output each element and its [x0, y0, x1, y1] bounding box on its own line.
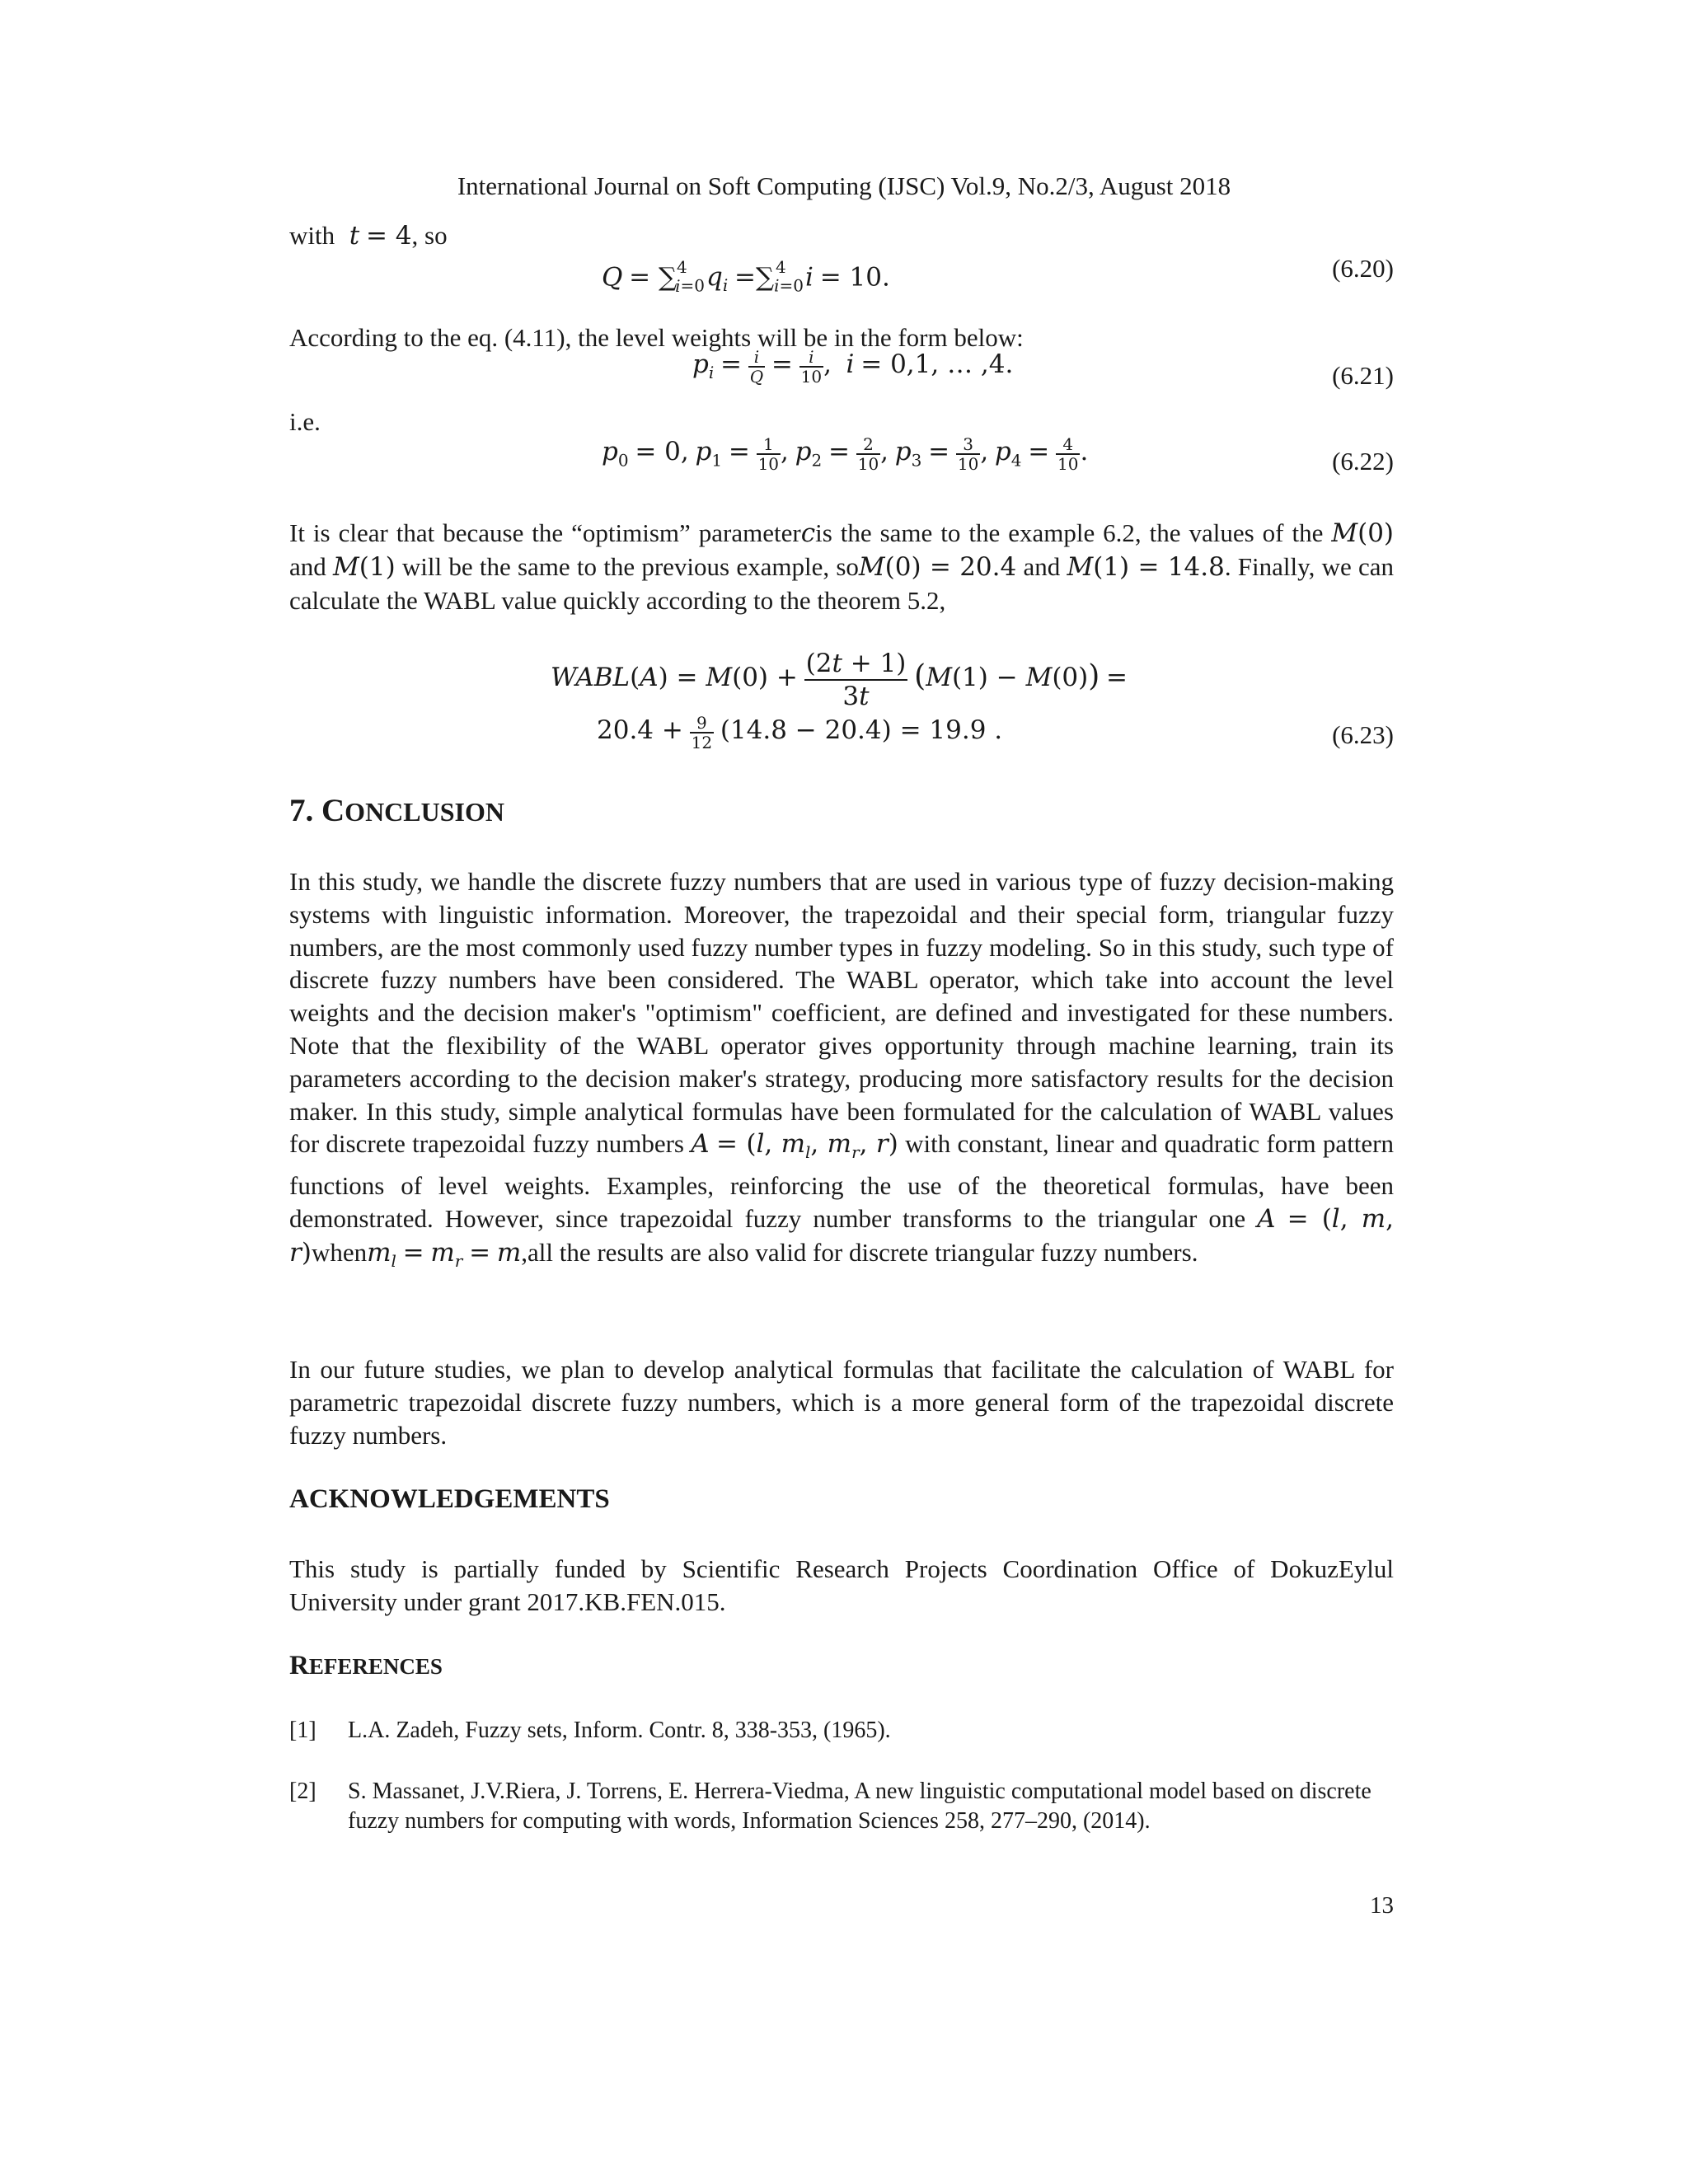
with-t-line: with t = 4, so: [289, 221, 448, 251]
equation-6-22: $p_0 = 0$, $p_1$ = $\frac{1}{10}$ , $p_2$ = $\frac{2}{10}$ , $p_3$ = $\frac{3}{10}$ , $p_4$ = $\frac{4}{10}$ .: [602, 434, 1089, 474]
equation-number: (6.22): [1332, 447, 1394, 476]
acknowledgements-text: This study is partially funded by Scientific Research Projects Coordination Office of DokuzEylul University under grant 2017.KB.FEN.015.: [289, 1554, 1394, 1616]
equation-6-21: $p_i$ = $\frac{i}{Q}$ = $\frac{i}{10}$ , i = 0,1, … ,4.: [692, 347, 1014, 387]
reference-item: [2] S. Massanet, J.V.Riera, J. Torrens, E. Herrera-Viedma, A new linguistic computational model based on discrete fuzzy numbers for computing with words, Information Sciences 258, 277–290, (2014).: [289, 1779, 1372, 1834]
conclusion-heading: 7. CONCLUSION: [289, 793, 504, 828]
conclusion-paragraph-1: In this study, we handle the discrete fuzzy numbers that are used in various type of fuzzy decision-making systems with linguistic information. Moreover, the trapezoidal and their special form, triangular fuzzy numbers, are the most commonly used fuzzy number types in fuzzy modeling. So in this study, such type of discrete fuzzy numbers have been considered. The WABL operator, which take into account the level weights and the decision maker's "optimism" coefficient, are defined and investigated for these numbers. Note that the flexibility of the WABL operator gives opportunity through machine learning, train its parameters according to the decision maker's strategy, producing more satisfactory results for the decision maker. In this study, simple analytical formulas have been formulated for the calculation of WABL values for discrete trapezoidal fuzzy numbers A = (l, $m_l$, $m_r$, r) with constant, linear and quadratic form pattern functions of level weights. Examples, reinforcing the use of the theoretical formulas, have been demonstrated. However, since trapezoidal fuzzy number transforms to the triangular one A = (l, m, r)whenm$_l$ = $m_r = m,all$ the results are also valid for discrete triangular fuzzy numbers.: [289, 867, 1394, 1272]
equation-6-23-line2: 20.4 + $\frac{9}{12}$ (14.8 − 20.4) = 19.9 .: [597, 713, 1003, 752]
acknowledgements-heading: ACKNOWLEDGEMENTS: [289, 1484, 610, 1514]
equation-number: (6.23): [1332, 720, 1394, 749]
level-weights-intro: According to the eq. (4.11), the level weights will be in the form below:: [289, 323, 1024, 352]
reference-item: [1] L.A. Zadeh, Fuzzy sets, Inform. Contr. 8, 338-353, (1965).: [289, 1718, 891, 1743]
equation-number: (6.21): [1332, 361, 1394, 390]
equation-number: (6.20): [1332, 254, 1394, 283]
equation-6-23-line1: WABL(A) = M(0) + $\frac{(2t + 1)}{3t}$ (M(1) − M(0)) =: [551, 649, 1128, 711]
ie-label: i.e.: [289, 407, 321, 436]
references-heading: REFERENCES: [289, 1651, 443, 1680]
optimism-paragraph: It is clear that because the “optimism” parametercis the same to the example 6.2, the values of the M(0) and M(1) will be the same to the previous example, soM(0) = 20.4 and M(1) = 14.8. Finally, we can calculate the WABL value quickly according to the theorem 5.2,: [289, 518, 1395, 615]
equation-6-20: $Q = \sum_{i=0}^4$ $q_i =\sum_{i=0}^4$ i = 10.: [602, 257, 890, 296]
page-number: 13: [1370, 1892, 1394, 1919]
running-head: International Journal on Soft Computing (IJSC) Vol.9, No.2/3, August 2018: [457, 171, 1231, 200]
conclusion-paragraph-2: In our future studies, we plan to develop analytical formulas that facilitate the calculation of WABL for parametric trapezoidal discrete fuzzy numbers, which is a more general form of the trapezoidal discrete fuzzy numbers.: [289, 1355, 1394, 1450]
